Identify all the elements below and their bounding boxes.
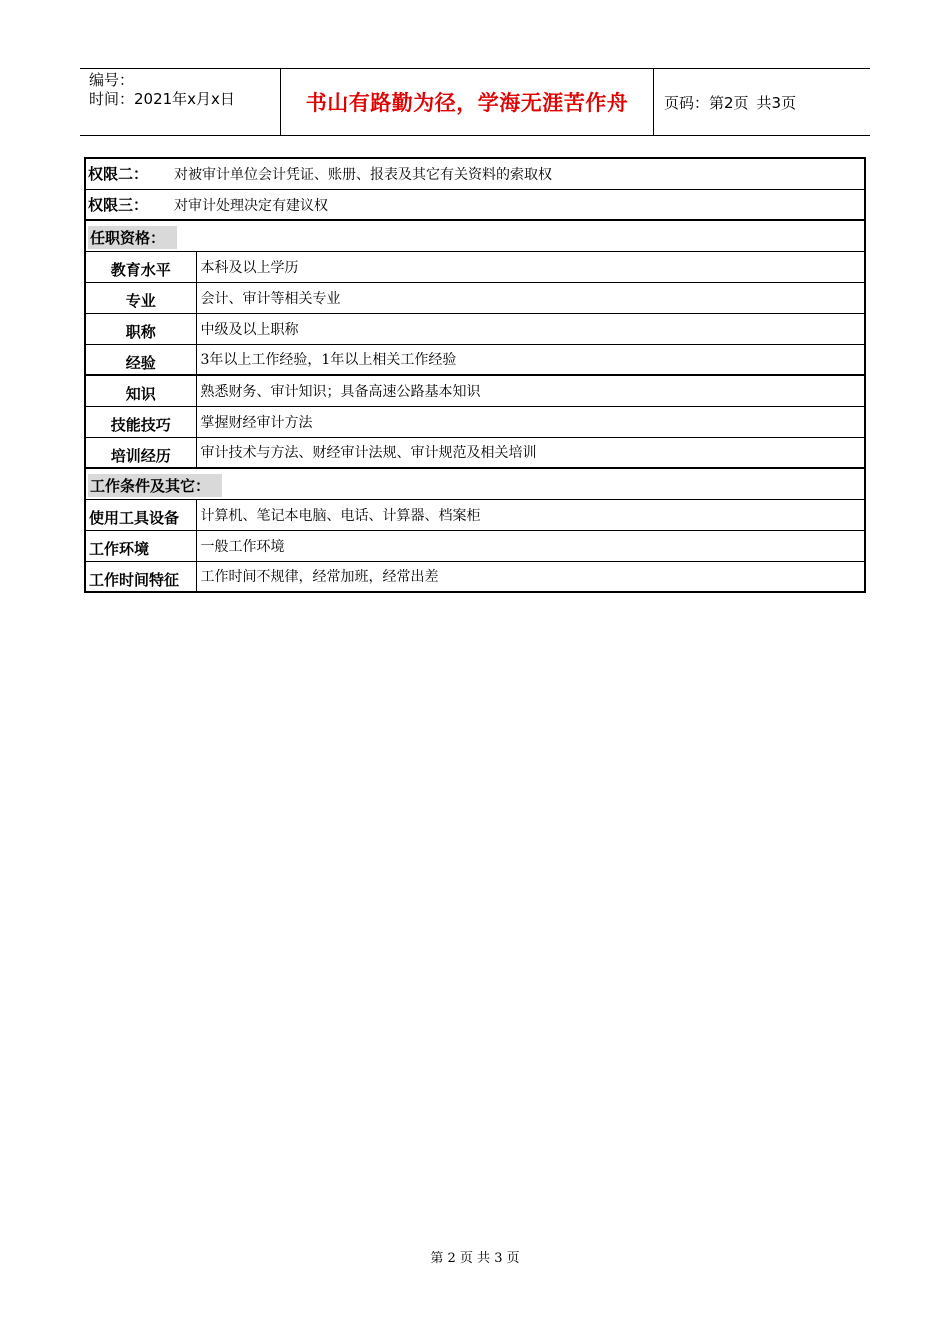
- qualification-row: [85, 375, 865, 406]
- permission-value: 对被审计单位会计凭证、账册、报表及其它有关资料的索取权: [174, 167, 552, 184]
- qualification-row: [85, 313, 865, 344]
- qualification-row: [85, 282, 865, 313]
- qualification-label: 教育水平: [85, 251, 196, 282]
- qualification-value: 掌握财经审计方法: [196, 406, 865, 437]
- condition-label: 工作环境: [85, 530, 196, 561]
- qualifications-title: 任职资格：: [88, 226, 177, 249]
- qualification-row: [85, 251, 865, 282]
- condition-row: [85, 499, 865, 530]
- condition-label: 工作时间特征: [85, 561, 196, 592]
- header-page-info: [654, 69, 870, 135]
- permission-label: 权限三：: [88, 195, 149, 214]
- permission-row: [85, 189, 865, 220]
- qualification-value: 审计技术与方法、财经审计法规、审计规范及相关培训: [196, 437, 865, 468]
- qualification-row: [85, 437, 865, 468]
- job-description-table: [84, 157, 866, 593]
- condition-row: [85, 561, 865, 592]
- section-header-row: [85, 220, 865, 251]
- permission-label: 权限二：: [88, 165, 149, 184]
- page-header: [80, 68, 870, 136]
- page-footer: 第 2 页 共 3 页: [430, 1251, 520, 1266]
- qualification-row: [85, 344, 865, 375]
- qualification-value: 中级及以上职称: [196, 313, 865, 344]
- condition-label: 使用工具设备: [85, 499, 196, 530]
- conditions-title: 工作条件及其它：: [88, 474, 222, 497]
- qualification-label: 专业: [85, 282, 196, 313]
- page-label: 页码：第2页: [664, 93, 749, 112]
- qualification-label: 职称: [85, 313, 196, 344]
- code-label: 编号：: [89, 71, 135, 89]
- condition-value: 工作时间不规律，经常加班，经常出差: [196, 561, 865, 592]
- qualification-label: 知识: [85, 375, 196, 406]
- section-header-row: [85, 468, 865, 499]
- qualification-value: 3年以上工作经验，1年以上相关工作经验: [196, 344, 865, 375]
- condition-row: [85, 530, 865, 561]
- qualification-value: 熟悉财务、审计知识；具备高速公路基本知识: [196, 375, 865, 406]
- condition-value: 一般工作环境: [196, 530, 865, 561]
- time-label: 时间：2021年x月x日: [89, 90, 235, 108]
- header-meta: [80, 69, 281, 135]
- condition-value: 计算机、笔记本电脑、电话、计算器、档案柜: [196, 499, 865, 530]
- permission-row: [85, 158, 865, 189]
- qualification-label: 培训经历: [85, 437, 196, 468]
- qualification-row: [85, 406, 865, 437]
- page-total: 共3页: [756, 93, 797, 112]
- qualification-value: 本科及以上学历: [196, 251, 865, 282]
- permission-value: 对审计处理决定有建议权: [174, 197, 328, 214]
- qualification-label: 经验: [85, 344, 196, 375]
- qualification-label: 技能技巧: [85, 406, 196, 437]
- header-motto: 书山有路勤为径，学海无涯苦作舟: [281, 69, 654, 135]
- qualification-value: 会计、审计等相关专业: [196, 282, 865, 313]
